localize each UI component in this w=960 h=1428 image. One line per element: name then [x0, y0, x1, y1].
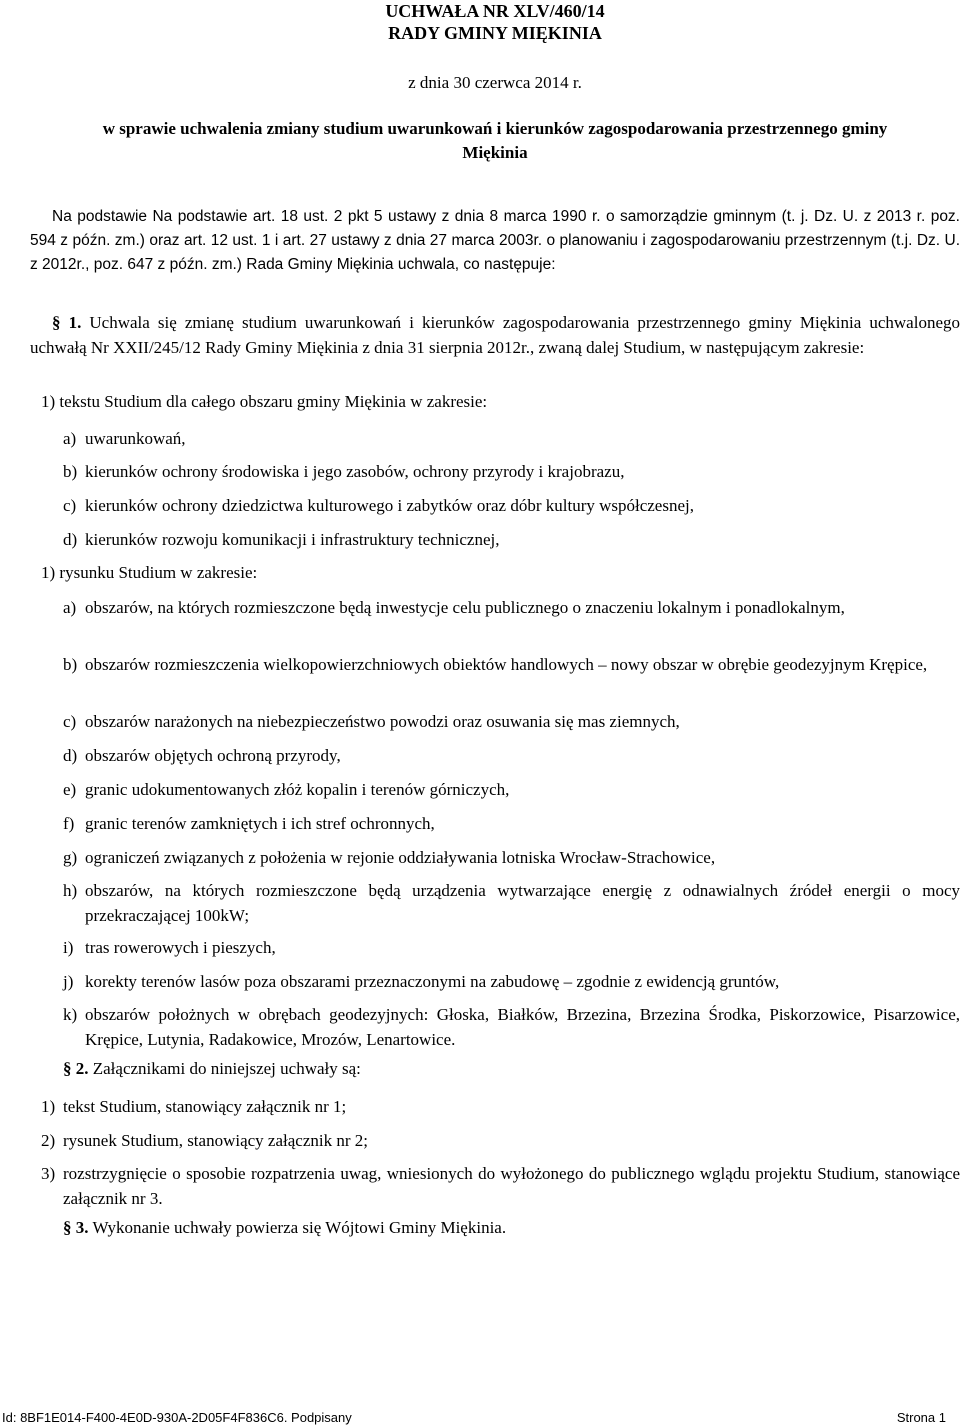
list-item: 3) rozstrzygnięcie o sposobie rozpatrzenia uwag, wniesionych do wyłożonego do publicznego wglądu projektu Studium, stanowiące załącznik nr 3.: [41, 1164, 960, 1208]
list-item: d) obszarów objętych ochroną przyrody,: [63, 746, 341, 765]
list-item: a) uwarunkowań,: [63, 429, 186, 448]
section-1-body: Uchwala się zmianę studium uwarunkowań i kierunków zagospodarowania przestrzennego gminy Miękinia uchwalonego uchwałą Nr XXII/245/12 Rady Gminy Miękinia z dnia 31 sierpnia 2012r., zwaną dalej Studium, w następującym zakresie:: [30, 313, 960, 357]
list-item: j) korekty terenów lasów poza obszarami przeznaczonymi na zabudowę – zgodnie z ewidencją gruntów,: [63, 972, 780, 991]
list-item: k) obszarów położnych w obrębach geodezyjnych: Głoska, Białków, Brzezina, Brzezina Środka, Piskorzowice, Pisarzowice, Krępice, Lutynia, Radakowice, Mrozów, Lenartowice.: [63, 1005, 960, 1049]
resolution-date: z dnia 30 czerwca 2014 r.: [408, 73, 582, 92]
section-2-mark: § 2.: [63, 1059, 89, 1078]
list-item: c) obszarów narażonych na niebezpieczeństwo powodzi oraz osuwania się mas ziemnych,: [63, 712, 680, 731]
resolution-subject: [30, 117, 960, 165]
resolution-title: UCHWAŁA NR XLV/460/14: [385, 1, 605, 21]
list-item: 2) rysunek Studium, stanowiący załącznik nr 2;: [41, 1131, 368, 1150]
list-item: i) tras rowerowych i pieszych,: [63, 938, 276, 957]
scope-drawing-label: 1) rysunku Studium w zakresie:: [41, 563, 258, 582]
section-1: [30, 310, 960, 360]
list-item: b) kierunków ochrony środowiska i jego zasobów, ochrony przyrody i krajobrazu,: [63, 462, 625, 481]
list-item: e) granic udokumentowanych złóż kopalin i terenów górniczych,: [63, 780, 510, 799]
section-2-heading: [63, 1059, 361, 1079]
section-3-heading: [63, 1218, 506, 1238]
list-item: a) obszarów, na których rozmieszczone będą inwestycje celu publicznego o znaczeniu lokalnym i ponadlokalnym,: [63, 598, 845, 617]
list-item: 1) tekst Studium, stanowiący załącznik nr 1;: [41, 1097, 347, 1116]
subject-line-1: w sprawie uchwalenia zmiany studium uwarunkowań i kierunków zagospodarowania przestrzennego gminy: [102, 119, 888, 138]
section-1-mark: § 1.: [52, 313, 82, 332]
list-item: c) kierunków ochrony dziedzictwa kulturowego i zabytków oraz dóbr kultury współczesnej,: [63, 496, 694, 515]
list-item: g) ograniczeń związanych z położenia w rejonie oddziaływania lotniska Wrocław-Strachowice,: [63, 848, 716, 867]
section-2-body: Załącznikami do niniejszej uchwały są:: [92, 1059, 361, 1078]
list-item: b) obszarów rozmieszczenia wielkopowierzchniowych obiektów handlowych – nowy obszar w obrębie geodezyjnym Krępice,: [63, 655, 928, 674]
section-3-mark: § 3.: [63, 1218, 89, 1237]
section-3-body: Wykonanie uchwały powierza się Wójtowi Gminy Miękinia.: [92, 1218, 507, 1237]
subject-line-2: Miękinia: [462, 143, 528, 162]
list-item: h) obszarów, na których rozmieszczone będą urządzenia wytwarzające energię z odnawialnych źródeł energii o mocy przekraczającej 100kW;: [63, 881, 960, 925]
document-id: Id: 8BF1E014-F400-4E0D-930A-2D05F4F836C6. Podpisany: [2, 1410, 352, 1425]
scope-text-label: 1) tekstu Studium dla całego obszaru gminy Miękinia w zakresie:: [41, 392, 488, 411]
list-item: f) granic terenów zamkniętych i ich stref ochronnych,: [63, 814, 435, 833]
preamble: [30, 205, 960, 277]
list-item: d) kierunków rozwoju komunikacji i infrastruktury technicznej,: [63, 530, 500, 549]
page-number: Strona 1: [896, 1410, 946, 1425]
council-name: RADY GMINY MIĘKINIA: [388, 23, 602, 43]
preamble-text: Na podstawie Na podstawie art. 18 ust. 2 pkt 5 ustawy z dnia 8 marca 1990 r. o samorządzie gminnym (t. j. Dz. U. z 2013 r. poz. 594 z późn. zm.) oraz art. 12 ust. 1 i art. 27 ustawy z dnia 27 marca 2003r. o planowaniu i zagospodarowaniu przestrzennym (t.j. Dz. U. z 2012r., poz. 647 z późn. zm.) Rada Gminy Miękinia uchwala, co następuje:: [30, 208, 960, 273]
section-1-text: [30, 310, 960, 360]
